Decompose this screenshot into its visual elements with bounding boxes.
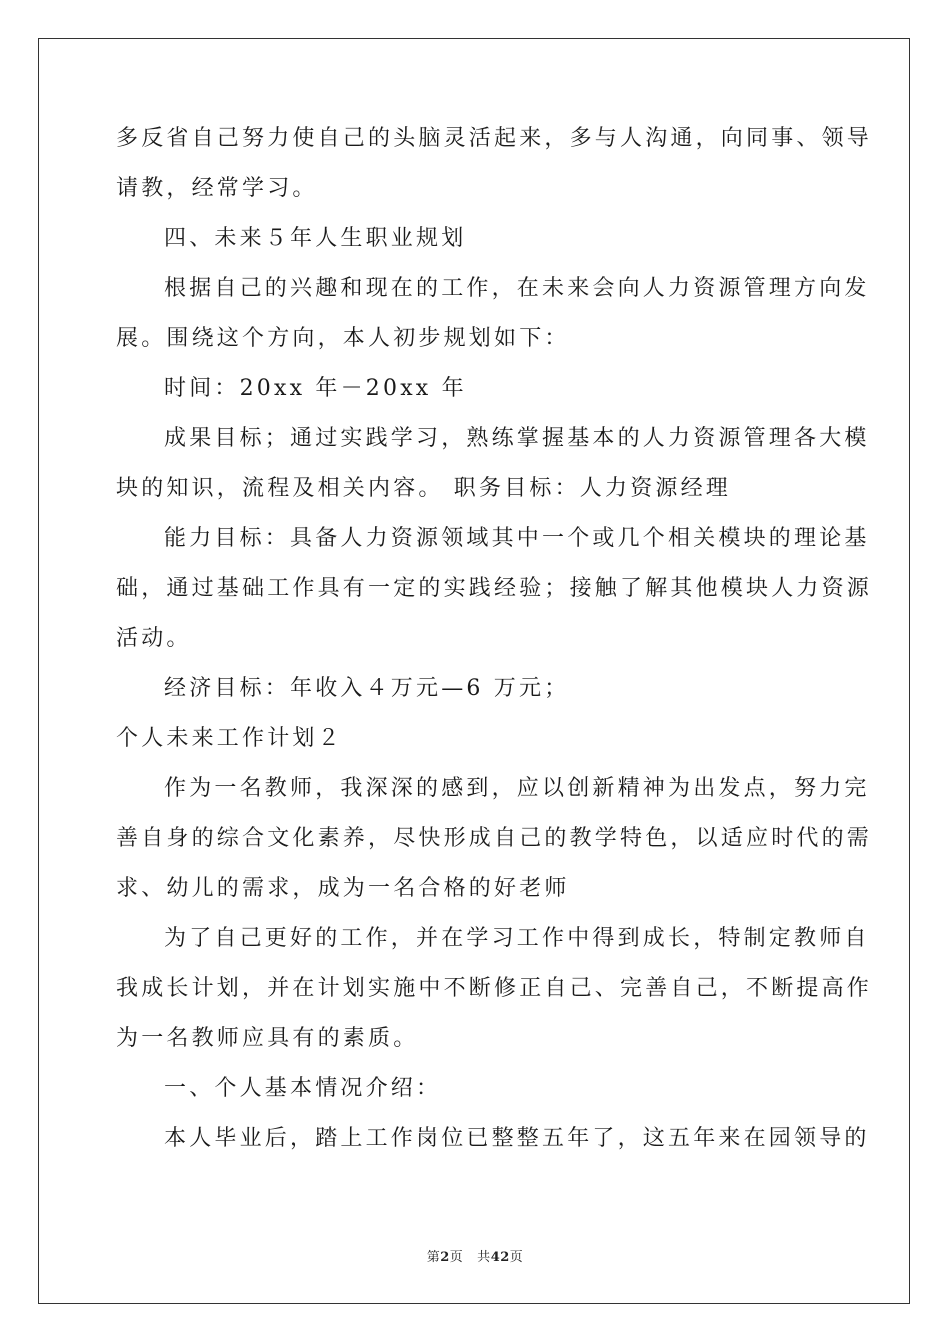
text-line: 本人毕业后，踏上工作岗位已整整五年了，这五年来在园领导的 xyxy=(164,1126,870,1151)
text-line: 础，通过基础工作具有一定的实践经验；接触了解其他模块人力资源 xyxy=(116,576,873,601)
text-line: 能力目标：具备人力资源领域其中一个或几个相关模块的理论基 xyxy=(164,526,870,551)
text-line: 根据自己的兴趣和现在的工作，在未来会向人力资源管理方向发 xyxy=(164,276,870,301)
text-line: 求、幼儿的需求，成为一名合格的好老师 xyxy=(116,876,570,901)
text-line: 善自身的综合文化素养，尽快形成自己的教学特色，以适应时代的需 xyxy=(116,826,873,851)
current-page-number: 2 xyxy=(440,1250,450,1265)
text-line: 我成长计划，并在计划实施中不断修正自己、完善自己，不断提高作 xyxy=(116,976,873,1001)
text-line: 经济目标：年收入４万元—6 万元； xyxy=(164,676,570,701)
footer-prefix: 第 xyxy=(426,1250,441,1265)
text-line: 请教，经常学习。 xyxy=(116,176,318,201)
footer-page-suffix: 页 xyxy=(449,1250,464,1265)
section-title: 个人未来工作计划２ xyxy=(116,726,343,751)
text-line: 活动。 xyxy=(116,626,192,651)
text-line: 为了自己更好的工作，并在学习工作中得到成长，特制定教师自 xyxy=(164,926,870,951)
text-line: 作为一名教师，我深深的感到，应以创新精神为出发点，努力完 xyxy=(164,776,870,801)
text-line: 展。围绕这个方向，本人初步规划如下： xyxy=(116,326,570,351)
text-line: 成果目标；通过实践学习，熟练掌握基本的人力资源管理各大模 xyxy=(164,426,870,451)
section-heading: 四、未来５年人生职业规划 xyxy=(164,226,467,251)
text-line: 为一名教师应具有的素质。 xyxy=(116,1026,419,1051)
footer-total-suffix: 页 xyxy=(509,1250,524,1265)
total-page-count: 42 xyxy=(490,1250,510,1265)
section-heading: 一、个人基本情况介绍： xyxy=(164,1076,442,1101)
text-line: 时间：20xx 年－20xx 年 xyxy=(164,376,467,401)
footer-total-prefix: 共 xyxy=(477,1250,491,1265)
page-footer xyxy=(0,1246,950,1265)
text-line: 多反省自己努力使自己的头脑灵活起来，多与人沟通，向同事、领导 xyxy=(116,126,873,151)
text-line: 块的知识，流程及相关内容。 职务目标：人力资源经理 xyxy=(116,476,731,501)
